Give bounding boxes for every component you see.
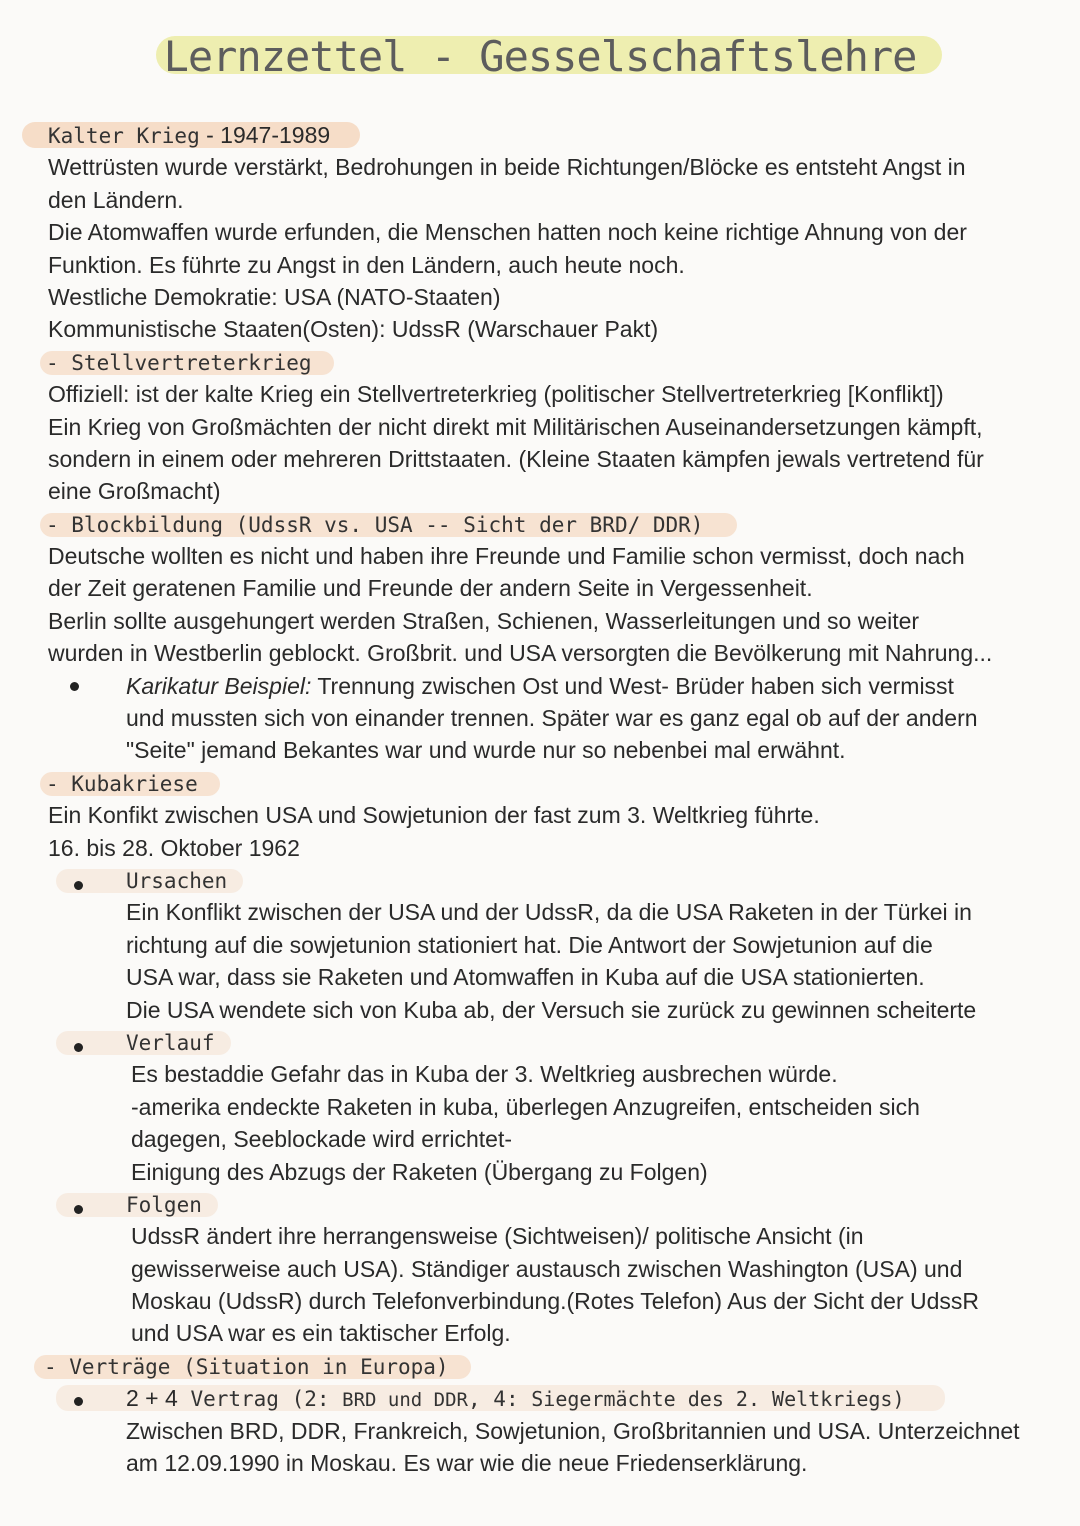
text-line: dagegen, Seeblockade wird errichtet- <box>131 1126 513 1153</box>
subheading-folgen: Folgen <box>0 1188 1080 1220</box>
bullet-icon <box>70 682 79 691</box>
heading-kalter-krieg <box>0 119 1080 151</box>
text-line: gewisserweise auch USA). Ständiger austausch zwischen Washington (USA) und <box>131 1255 963 1282</box>
text-line: und USA war es ein taktischer Erfolg. <box>131 1320 511 1347</box>
text-line: wurden in Westberlin geblockt. Großbrit. und USA versorgten die Bevölkerung mit Nahrung... <box>48 640 993 667</box>
text-line: richtung auf die sowjetunion stationiert hat. Die Antwort der Sowjetunion auf die <box>126 931 933 958</box>
heading-kalter-krieg-label: Kalter Krieg <box>48 124 200 148</box>
text-line: eine Großmacht) <box>48 478 221 505</box>
heading-kubakriese: - Kubakriese <box>0 767 1080 799</box>
text-line: Einigung des Abzugs der Raketen (Übergang zu Folgen) <box>131 1158 708 1185</box>
text-line: der Zeit geratenen Familie und Freunde der andern Seite in Vergessenheit. <box>48 575 813 602</box>
text-line: Ein Krieg von Großmächten der nicht direkt mit Militärischen Auseinandersetzungen kämpft, <box>48 413 983 440</box>
text-line: sondern in einem oder mehreren Drittstaaten. (Kleine Staaten kämpfen jewals vertretend für <box>48 445 984 472</box>
text-line: Berlin sollte ausgehungert werden Straßen, Schienen, Wasserleitungen und so weiter <box>48 607 920 634</box>
text-line: Funktion. Es führte zu Angst in den Ländern, auch heute noch. <box>48 251 685 278</box>
text-line: Westliche Demokratie: USA (NATO-Staaten) <box>48 283 501 310</box>
text-line: -amerika endeckte Raketen in kuba, überlegen Anzugreifen, entscheiden sich <box>131 1093 920 1120</box>
bullet-item-karikatur: Karikatur Beispiel: Trennung zwischen Ost und West- Brüder haben sich vermisst <box>0 670 1080 702</box>
bullet-icon <box>74 1043 83 1052</box>
text-line: und mussten sich von einander trennen. Später war es ganz egal ob auf der andern <box>126 705 978 732</box>
heading-kalter-krieg-years: - 1947-1989 <box>199 122 331 148</box>
page-title: Lernzettel - Gesselschaftslehre <box>163 32 917 81</box>
subheading-ursachen: Ursachen <box>0 864 1080 896</box>
text-line: UdssR ändert ihre herrangensweise (Sichtweisen)/ politische Ansicht (in <box>131 1223 864 1250</box>
text-line: USA war, dass sie Raketen und Atomwaffen in Kuba auf die USA stationierten. <box>126 964 925 991</box>
bullet-icon <box>74 1397 83 1406</box>
bullet-item-2-plus-4: 2 + 4 Vertrag (2: BRD und DDR, 4: Siegermächte des 2. Weltkriegs) <box>0 1382 1080 1414</box>
heading-stellvertreterkrieg: - Stellvertreterkrieg <box>0 346 1080 378</box>
text-line: Ein Konfikt zwischen USA und Sowjetunion der fast zum 3. Weltkrieg führte. <box>48 802 820 829</box>
text-line: Wettrüsten wurde verstärkt, Bedrohungen in beide Richtungen/Blöcke es entsteht Angst in <box>48 154 966 181</box>
bullet-icon <box>74 1205 83 1214</box>
bullet-icon <box>74 881 83 890</box>
heading-blockbildung: - Blockbildung (UdssR vs. USA -- Sicht der BRD/ DDR) <box>0 508 1080 540</box>
text-line: Moskau (UdssR) durch Telefonverbindung.(Rotes Telefon) Aus der Sicht der UdssR <box>131 1288 980 1315</box>
text-line: Es bestaddie Gefahr das in Kuba der 3. Weltkrieg ausbrechen würde. <box>131 1061 838 1088</box>
subheading-verlauf: Verlauf <box>0 1026 1080 1058</box>
text-line: Kommunistische Staaten(Osten): UdssR (Warschauer Pakt) <box>48 316 659 343</box>
document-body <box>0 119 1080 1479</box>
text-line: "Seite" jemand Bekantes war und wurde nur so nebenbei mal erwähnt. <box>126 737 846 764</box>
text-line: Die USA wendete sich von Kuba ab, der Versuch sie zurück zu gewinnen scheiterte <box>126 996 977 1023</box>
heading-vertraege: - Verträge (Situation in Europa) <box>0 1350 1080 1382</box>
text-line: den Ländern. <box>48 186 184 213</box>
text-line: 16. bis 28. Oktober 1962 <box>48 834 300 861</box>
text-line: Offiziell: ist der kalte Krieg ein Stellvertreterkrieg (politischer Stellvertreterkrieg [Konflikt]) <box>48 381 944 408</box>
text-line: am 12.09.1990 in Moskau. Es war wie die neue Friedenserklärung. <box>126 1450 808 1477</box>
text-line: Zwischen BRD, DDR, Frankreich, Sowjetunion, Großbritannien und USA. Unterzeichnet <box>126 1417 1020 1444</box>
text-line: Deutsche wollten es nicht und haben ihre Freunde und Familie schon vermisst, doch nach <box>48 543 965 570</box>
title-area <box>0 28 1080 88</box>
text-line: Ein Konflikt zwischen der USA und der UdssR, da die USA Raketen in der Türkei in <box>126 899 972 926</box>
text-line: Die Atomwaffen wurde erfunden, die Menschen hatten noch keine richtige Ahnung von der <box>48 219 967 246</box>
